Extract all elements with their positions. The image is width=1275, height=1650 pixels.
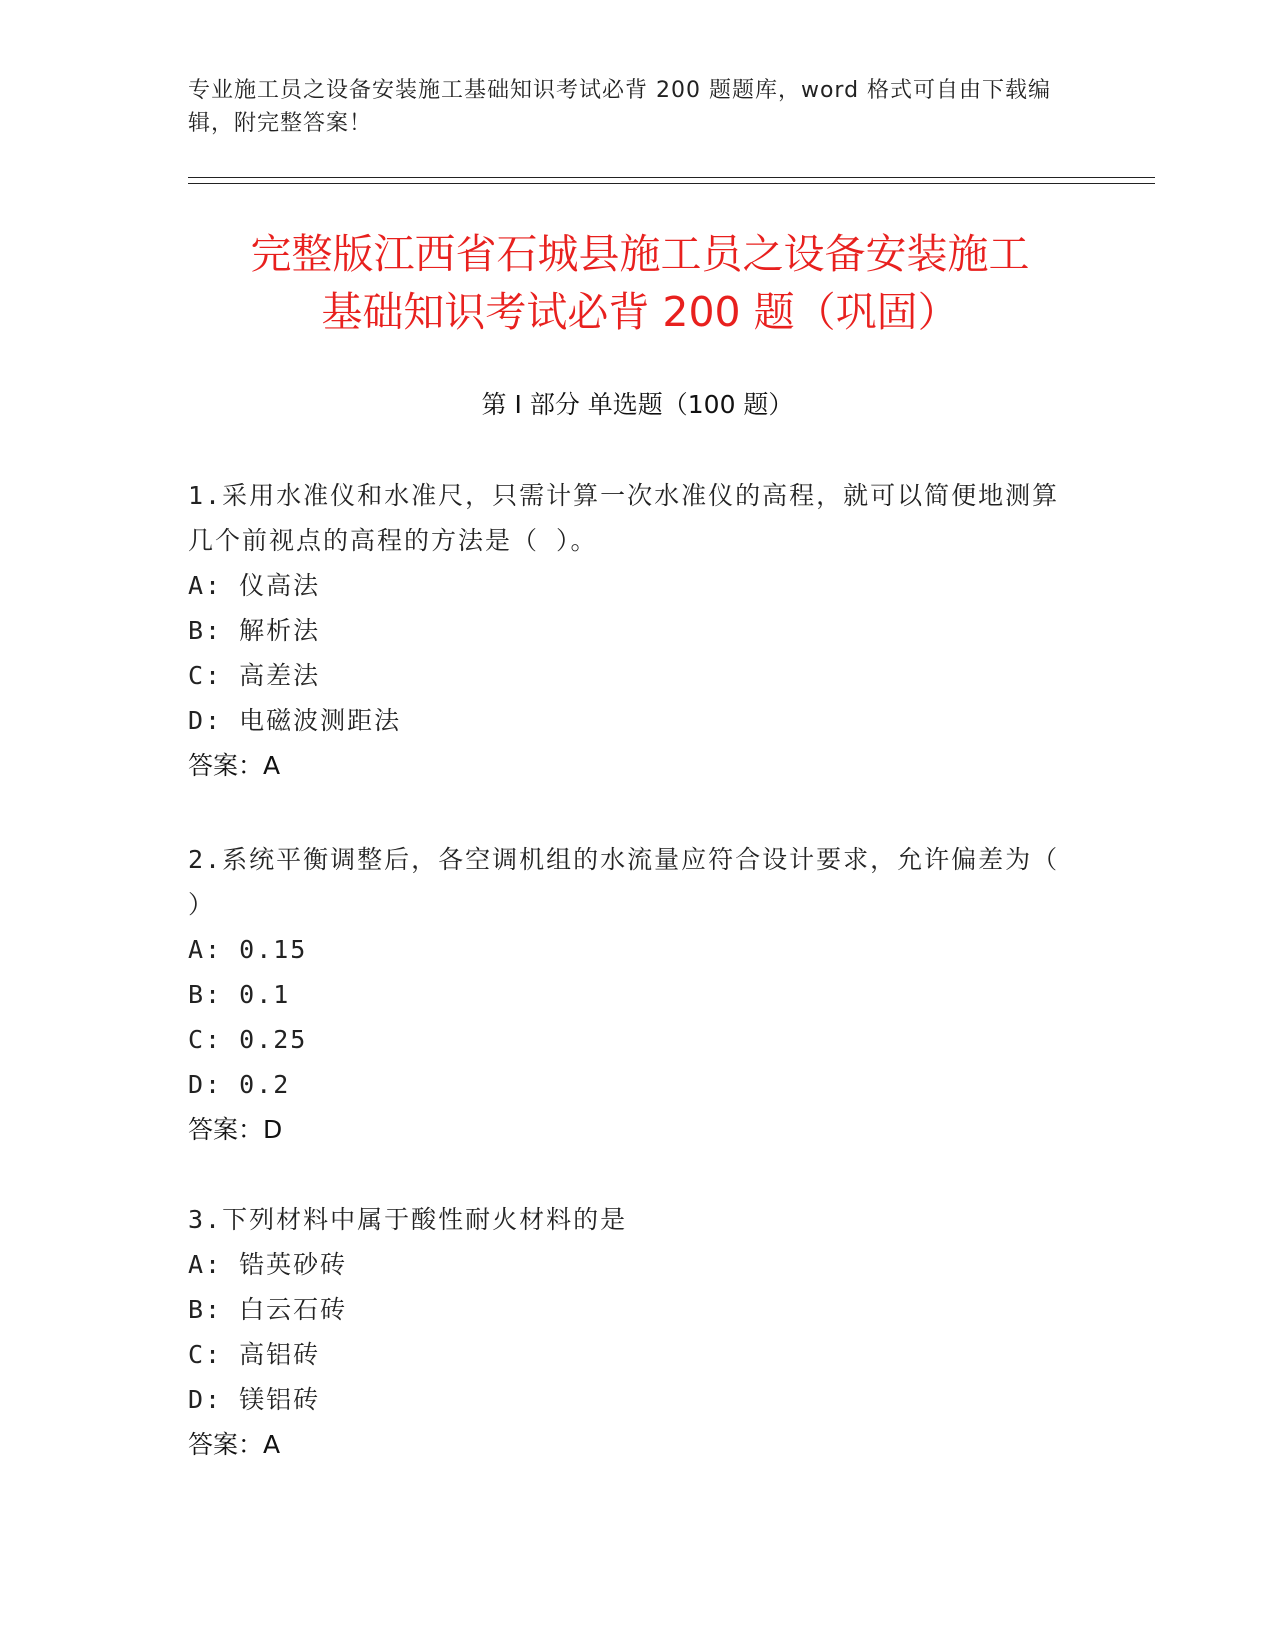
option-a: A: 仪高法 (188, 571, 321, 600)
option-b: B: 0.1 (188, 980, 291, 1009)
question-stem: 1.采用水准仪和水准尺，只需计算一次水准仪的高程，就可以简便地测算几个前视点的高程的方法是（ ）。 (188, 481, 1060, 555)
option-a: A: 锆英砂砖 (188, 1250, 348, 1279)
option-b: B: 解析法 (188, 616, 321, 645)
option-c: C: 高铝砖 (188, 1340, 321, 1369)
option-c: C: 高差法 (188, 661, 321, 690)
question-1 (188, 473, 1068, 788)
option-b: B: 白云石砖 (188, 1295, 348, 1324)
header-rule-bottom (188, 183, 1155, 184)
question-stem: 2.系统平衡调整后，各空调机组的水流量应符合设计要求，允许偏差为（ ） (188, 845, 1060, 919)
document-title-line-1: 完整版江西省石城县施工员之设备安装施工 (250, 230, 1030, 278)
question-stem: 3.下列材料中属于酸性耐火材料的是 (188, 1205, 628, 1234)
option-d: D: 镁铝砖 (188, 1385, 321, 1414)
document-title-line-2: 基础知识考试必背 200 题（巩固） (321, 288, 959, 336)
question-3 (188, 1197, 1068, 1467)
option-d: D: 电磁波测距法 (188, 706, 402, 735)
option-a: A: 0.15 (188, 935, 308, 964)
header-note: 专业施工员之设备安装施工基础知识考试必背 200 题题库，word 格式可自由下载编辑，附完整答案！ (188, 78, 1052, 136)
option-c: C: 0.25 (188, 1025, 308, 1054)
section-title: 第 I 部分 单选题（100 题） (481, 390, 794, 419)
question-2 (188, 837, 1068, 1152)
header-rule-top (188, 177, 1155, 178)
answer: 答案：A (188, 1430, 281, 1459)
option-d: D: 0.2 (188, 1070, 291, 1099)
answer: 答案：A (188, 751, 281, 780)
answer: 答案：D (188, 1115, 283, 1144)
document-title (160, 225, 1120, 341)
